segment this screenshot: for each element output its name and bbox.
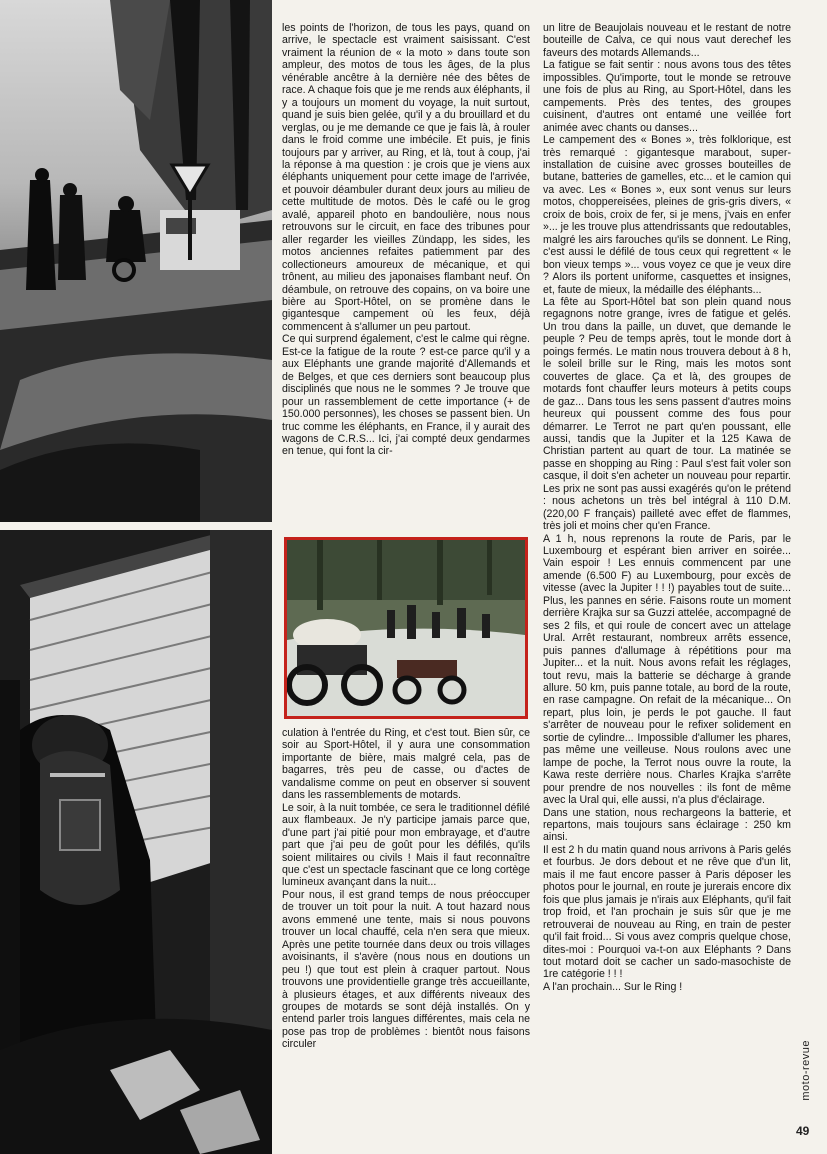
article-column-2 [543, 22, 791, 1148]
photo-color-motorcycles-camp [284, 537, 528, 719]
page-number: 49 [796, 1124, 810, 1138]
article-column-1-bottom [282, 727, 530, 1145]
article-text-block: les points de l'horizon, de tous les pays, quand on arrive, le spectacle est vraiment saisissant. C'est vraiment la réunion de « la moto » dans toute son ampleur, des motos de tous les âges, de la plus vénérable ancêtre à la dernière née des bêtes de race. A chaque fois que je me rends aux éléphants, il y a toujours un moment du voyage, la nuit surtout, quand je suis bien gelée, qu'il y a du brouillard et du verglas, ou je me demande ce que je fais là, à rouler dans le froid comme une imbécile. Et puis, je finis toujours par y arriver, au Ring, et là, tout à coup, j'ai la réponse à ma question : je crois que je viens aux éléphants uniquement pour cette image de l'arrivée, et pouvoir déambuler durant deux jours au milieu de cette multitude de motos. Dès le café ou le grog avalé, appareil photo en bandoulière, nous nous retrouvons sur le circuit, en face des tribunes pour aller regarder les vieilles Zündapp, les sides, les motos anciennes refaites patiemment par des collectioneurs amoureux de mécanique, et qui trônent, au milieu des japonaises flambant neuf. On déambule, on retrouve des copains, on va boire une bière au Sport-Hôtel, on se promène dans le gigantesque campement où les feux, déjà commencent à s'allumer un peu partout. Ce qui surprend également, c'est le calme qui règne. Est-ce la fatigue de la route ? est-ce parce qu'il y a aux Eléphants une grande majorité d'Allemands et de Belges, et que ces derniers sont beaucoup plus disciplinés que nous ne le sommes ? Je trouve que pour un rassemblement de cette importance (+ de 150.000 personnes), les choses se passent bien. Un truc comme les éléphants, en France, il y aurait des wagons de C.R.S... Ici, j'ai compté deux gendarmes en tenue, qui font la cir- [282, 22, 530, 458]
photo-snowy-road-motorcyclists [0, 0, 272, 522]
article-text-block: un litre de Beaujolais nouveau et le restant de notre bouteille de Calva, ce qui nous vaut derechef les faveurs des motards Allemands... La fatigue se fait sentir : nous avons tous des têtes impossibles. Qu'importe, tout le monde se retrouve une fois de plus au Ring, au Sport-Hôtel, dans les campements. Près des tentes, des groupes cuisinent, d'autres ont entamé une veillée fort animée avec chants ou danses... Le campement des « Bones », très folklorique, est très remarqué : gigantesque marabout, super-installation de cuisine avec grosses bouteilles de butane, batteries de gamelles, etc... et le camion qui va avec. Les « Bones », eux sont venus sur leurs motos, choppereisées, pleines de gris-gris divers, « croix de bois, croix de fer, si je mens, j'vais en enfer »... je les trouve plus attendrissants que redoutables, malgré les airs farouches qu'ils se donnent. Le Ring, c'est aussi le défilé de tous ceux qui regrettent « le bon vieux temps »... vous voyez ce que je veux dire ? Alors ils portent uniforme, casquettes et insignes, et, faute de mieux, la médaille des éléphants... La fête au Sport-Hôtel bat son plein quand nous regagnons notre grange, ivres de fatigue et gelés. Un trou dans la paille, un duvet, que demande le peuple ? Peu de temps après, tout le monde dort à poings fermés. Le matin nous trouvera debout à 8 h, le soleil brille sur le Ring, mais les motos sont couvertes de glace. Ça et là, des groupes de motards font chauffer leurs moteurs à petits coups de gaz... Dans tous les sens passent d'autres moins heureux qui poussent comme des fous pour démarrer. Le Terrot ne part qu'en poussant, elle aussi, tandis que la Jupiter et la 125 Kawa de Christian partent au quart de tour. La matinée se passe en shopping au Ring : Paul s'est fait voler son casque, il doit s'en acheter un nouveau pour repartir. Les prix ne sont pas aussi exagérés qu'on le prétend : nous achetons un très bel intégral à 110 D.M. (220,00 F français) pailleté avec effet de flammes, très joli et moins cher qu'en France. A 1 h, nous reprenons la route de Paris, par le Luxembourg et espérant bien arriver en soirée... Vain espoir ! Les ennuis commencent par une amende (6.500 F) au Luxembourg, pour excès de vitesse (avec la Jupiter ! ! !) payables tout de suite... Plus, les pannes en série. Faisons route un moment derrière Krajka sur sa Guzzi attelée, accompagné de ses 2 fils, et qui roule de concert avec un attelage Ural. Arrêt restaurant, nombreux arrêts essence, puis pannes d'allumage à répétitions pour ma Jupiter... et la nuit. Nous avons refait les réglages, tout revu, mais la batterie se décharge à grande allure. 50 km, puis panne totale, au bord de la route, en rase campagne. On refait de la mécanique... On repart, plus loin, je perds le pot gauche. Il faut s'arrêter de nouveau pour le refixer solidement en sortie de cylindre... Impossible d'allumer les phares, pas même une veilleuse. Nous roulons avec une lampe de poche, la Terrot nous ouvre la route, la Kawa reste derrière nous. Charles Krajka s'arrête pour prendre de nos nouvelles : ils font de même avec la Ural qui, elle aussi, n'a plus d'éclairage. Dans une station, nous rechargeons la batterie, et repartons, mais toujours sans éclairage : 250 km ainsi. Il est 2 h du matin quand nous arrivons à Paris gelés et fourbus. Je dors debout et ne rêve que d'un lit, mais il me faut encore passer à Paris déposer les photos pour le journal, en route je jurerais encore dix fois que plus jamais je n'irais aux Eléphants, qu'il fait trop froid, et l'an prochain je suis sûr que je me retrouverai de nouveau au Ring, en train de pester qu'il fait froid... Si vous avez compris quelque chose, dites-moi : Pourquoi va-t-on aux Eléphants ? Dans tout motard doit se cacher un sado-masochiste de 1re catégorie ! ! ! A l'an prochain... Sur le Ring ! [543, 22, 791, 993]
magazine-name: moto-revue [800, 1040, 812, 1101]
article-text-block: culation à l'entrée du Ring, et c'est tout. Bien sûr, ce soir au Sport-Hôtel, il y aura une consommation importante de bière, mais malgré cela, pas de bagarres, très peu de casse, ou d'actes de vandalisme comme on peut en observer si souvent dans les rassemblements de motards. Le soir, à la nuit tombée, ce sera le traditionnel défilé aux flambeaux. Je n'y participe jamais parce que, d'une part j'ai pitié pour mon embrayage, et d'autre part que j'ai peu de goût pour les défilés, qu'ils soient militaires ou civils ! Mais il faut reconnaître que c'est un spectacle fascinant que ce long cortège lumineux avançant dans la nuit... Pour nous, il est grand temps de nous préoccuper de trouver un toit pour la nuit. A tout hazard nous avons emmené une tente, mais si nous pouvons trouver un local chauffé, cela n'en sera que mieux. Après une petite tournée dans deux ou trois villages avoisinants, il s'avère (nous nous en doutions un peu !) que tout est plein à craquer partout. Nous trouvons une providentielle grange très accueillante, à plusieurs étages, et aux différents niveaux des groupes de motards se sont déjà installés. On y entend parler trois langues différentes, mais cela ne pose pas trop de problèmes : bientôt nous faisons circuler [282, 727, 530, 1051]
article-column-1-top [282, 22, 530, 530]
photo-wooden-hut-biker [0, 530, 272, 1154]
